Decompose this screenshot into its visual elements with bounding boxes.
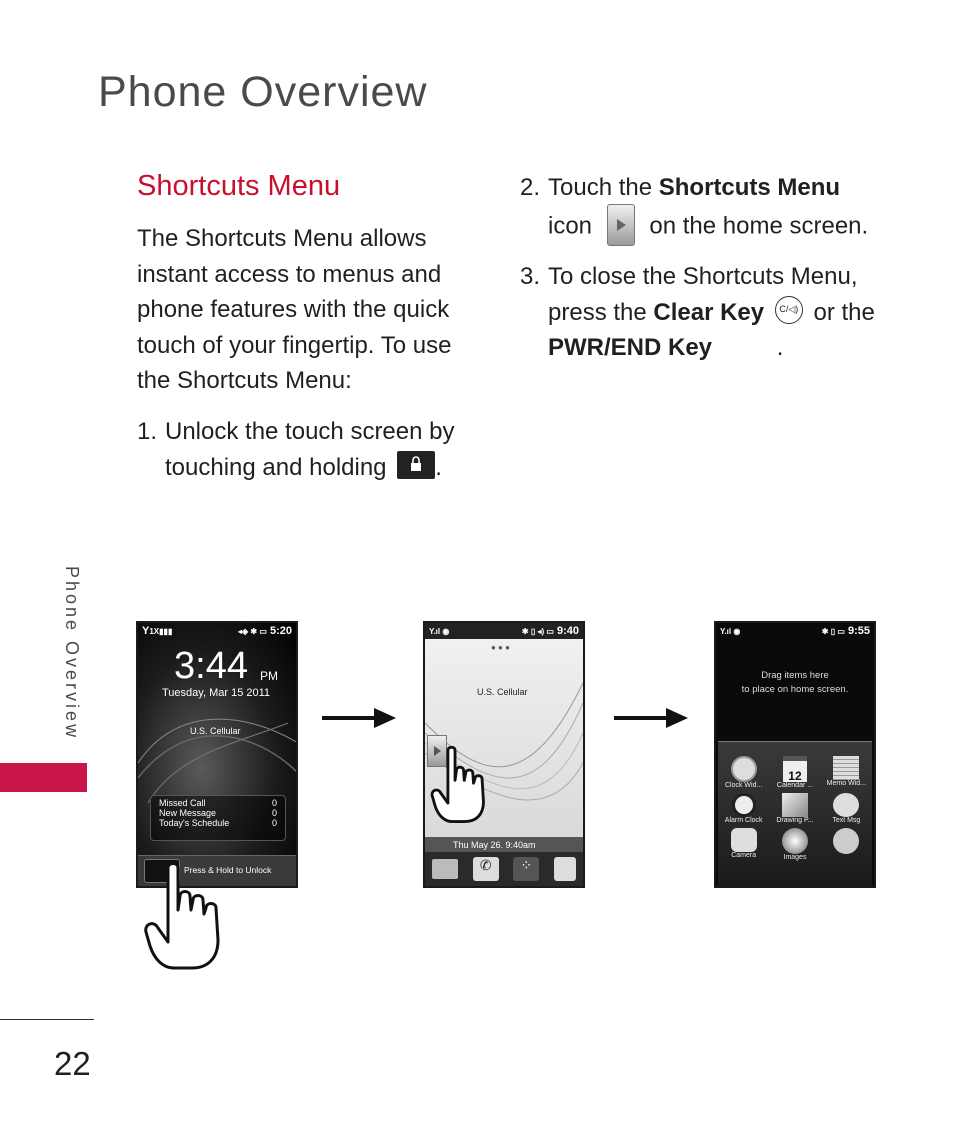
step-text: Touch the [548, 174, 653, 201]
sidebar-label: Phone Overview [62, 566, 82, 741]
hand-pointer-icon [428, 744, 492, 828]
arrow-right-icon [614, 706, 688, 730]
notification-value: 0 [271, 798, 277, 808]
section-title: Shortcuts Menu [137, 170, 341, 202]
page-number: 22 [54, 1045, 91, 1082]
arrow-right-icon [322, 706, 396, 730]
contacts-icon[interactable] [554, 857, 576, 881]
bluetooth-icon: ✱ ▯ ▭ [821, 627, 845, 636]
intro-line: The Shortcuts Menu allows [137, 225, 427, 252]
clear-key-icon: C/◁) [775, 296, 803, 324]
drawing-icon [782, 793, 808, 817]
lock-clock: 3:44 [174, 645, 248, 687]
status-bar [425, 623, 583, 639]
shortcut-item[interactable] [718, 793, 769, 824]
step-text: . [776, 334, 784, 361]
shortcut-label: Calendar ... [776, 782, 814, 789]
intro-line: the Shortcuts Menu: [137, 367, 352, 394]
camera-icon [731, 828, 757, 852]
step-bold: PWR/END Key [548, 334, 713, 361]
shortcut-label: Drawing P... [776, 817, 814, 824]
images-icon [782, 828, 808, 854]
notification-label: New Message [159, 808, 217, 818]
shortcut-item[interactable] [821, 828, 872, 861]
drag-hint [716, 669, 874, 697]
signal-icon: Y.ıl ◉ [429, 626, 450, 636]
shortcut-item[interactable] [769, 793, 820, 824]
status-time: 5:20 [269, 625, 292, 637]
notification-row [159, 808, 277, 818]
page-dots: ● ● ● [491, 643, 510, 652]
calendar-icon: 12 [783, 756, 807, 782]
status-time: 9:55 [847, 625, 870, 637]
shortcut-item[interactable] [769, 756, 820, 789]
text-msg-icon [833, 793, 859, 817]
step-text: . [435, 453, 442, 481]
bluetooth-icon: ◂◈ ✱ ▭ [238, 627, 267, 636]
carrier-label: U.S. Cellular [190, 726, 241, 736]
date-bar: Thu May 26. 9:40am [425, 837, 583, 853]
notification-value: 0 [271, 818, 277, 828]
footer-rule [0, 1019, 94, 1020]
clock-icon [731, 756, 757, 782]
status-time: 9:40 [556, 625, 579, 637]
step-text: Unlock the touch screen by [165, 418, 455, 445]
step-1 [137, 414, 477, 485]
shortcut-item[interactable] [821, 756, 872, 789]
status-bar: Y1X▮▮▮ ◂◈ ✱ ▭ 5:20 [142, 625, 292, 637]
step-number: 3. [520, 263, 541, 290]
shortcuts-menu-screen-image [714, 621, 876, 888]
hand-pointer-icon [140, 862, 230, 974]
lock-screen-image [136, 621, 298, 888]
memo-icon [833, 756, 859, 780]
sidebar-tab [0, 763, 87, 792]
notification-label: Missed Call [159, 798, 206, 808]
step-2 [520, 170, 920, 248]
intro-line: phone features with the quick [137, 296, 450, 323]
drag-hint-line: Drag items here [761, 670, 829, 681]
signal-icon: Y [142, 625, 150, 637]
notification-panel [150, 795, 286, 841]
shortcut-label: Text Msg [832, 817, 861, 824]
shortcut-label: Images [783, 854, 807, 861]
lock-ampm: PM [260, 669, 278, 683]
step-bold: Shortcuts Menu [658, 174, 841, 201]
shortcut-label: Clock Wid... [724, 782, 763, 789]
step-text: icon [548, 211, 593, 239]
status-bar [716, 623, 874, 639]
step-number: 2. [520, 174, 541, 201]
shortcut-item[interactable] [769, 828, 820, 861]
step-number: 1. [137, 418, 158, 445]
lock-date: Tuesday, Mar 15 2011 [162, 687, 271, 699]
intro-paragraph [137, 221, 467, 399]
shortcut-item[interactable] [718, 756, 769, 789]
signal-icon: Y.ıl ◉ [720, 626, 741, 636]
unlock-text: Press & Hold to Unlock [184, 865, 272, 875]
notification-label: Today's Schedule [159, 818, 230, 828]
notification-row [159, 818, 277, 828]
step-bold: Clear Key [653, 298, 765, 326]
step-text: press the [548, 298, 647, 326]
page-title: Phone Overview [98, 68, 428, 116]
step-3 [520, 259, 920, 366]
shortcut-label: Memo Wid... [826, 780, 866, 787]
intro-line: instant access to menus and [137, 260, 442, 288]
network-label: 1X [149, 627, 160, 636]
menu-grid-icon[interactable]: ⁘ [513, 857, 539, 881]
step-text: on the home screen. [649, 211, 869, 239]
step-text: To close the Shortcuts Menu, [548, 263, 858, 290]
intro-line: touch of your fingertip. To use [137, 331, 452, 359]
carrier-label: U.S. Cellular [477, 687, 528, 697]
shortcut-label: Camera [731, 852, 757, 859]
dock [425, 852, 583, 886]
drag-hint-line: to place on home screen. [741, 684, 849, 695]
shortcut-item[interactable] [718, 828, 769, 861]
lock-icon [397, 451, 435, 479]
message-icon[interactable] [432, 859, 458, 879]
notification-value: 0 [271, 808, 277, 818]
shortcuts-panel [718, 741, 872, 886]
shortcuts-menu-icon [607, 204, 635, 246]
phone-icon[interactable]: ✆ [473, 857, 499, 881]
alarm-icon [732, 793, 756, 817]
bluetooth-icon: ✱ ▯ ◂) ▭ [521, 627, 554, 636]
shortcut-label: Alarm Clock [724, 817, 763, 824]
step-text: or the [813, 298, 875, 326]
shortcut-item[interactable] [821, 793, 872, 824]
step-text: touching and holding [165, 453, 387, 481]
notification-row [159, 798, 277, 808]
trash-icon [833, 828, 859, 854]
